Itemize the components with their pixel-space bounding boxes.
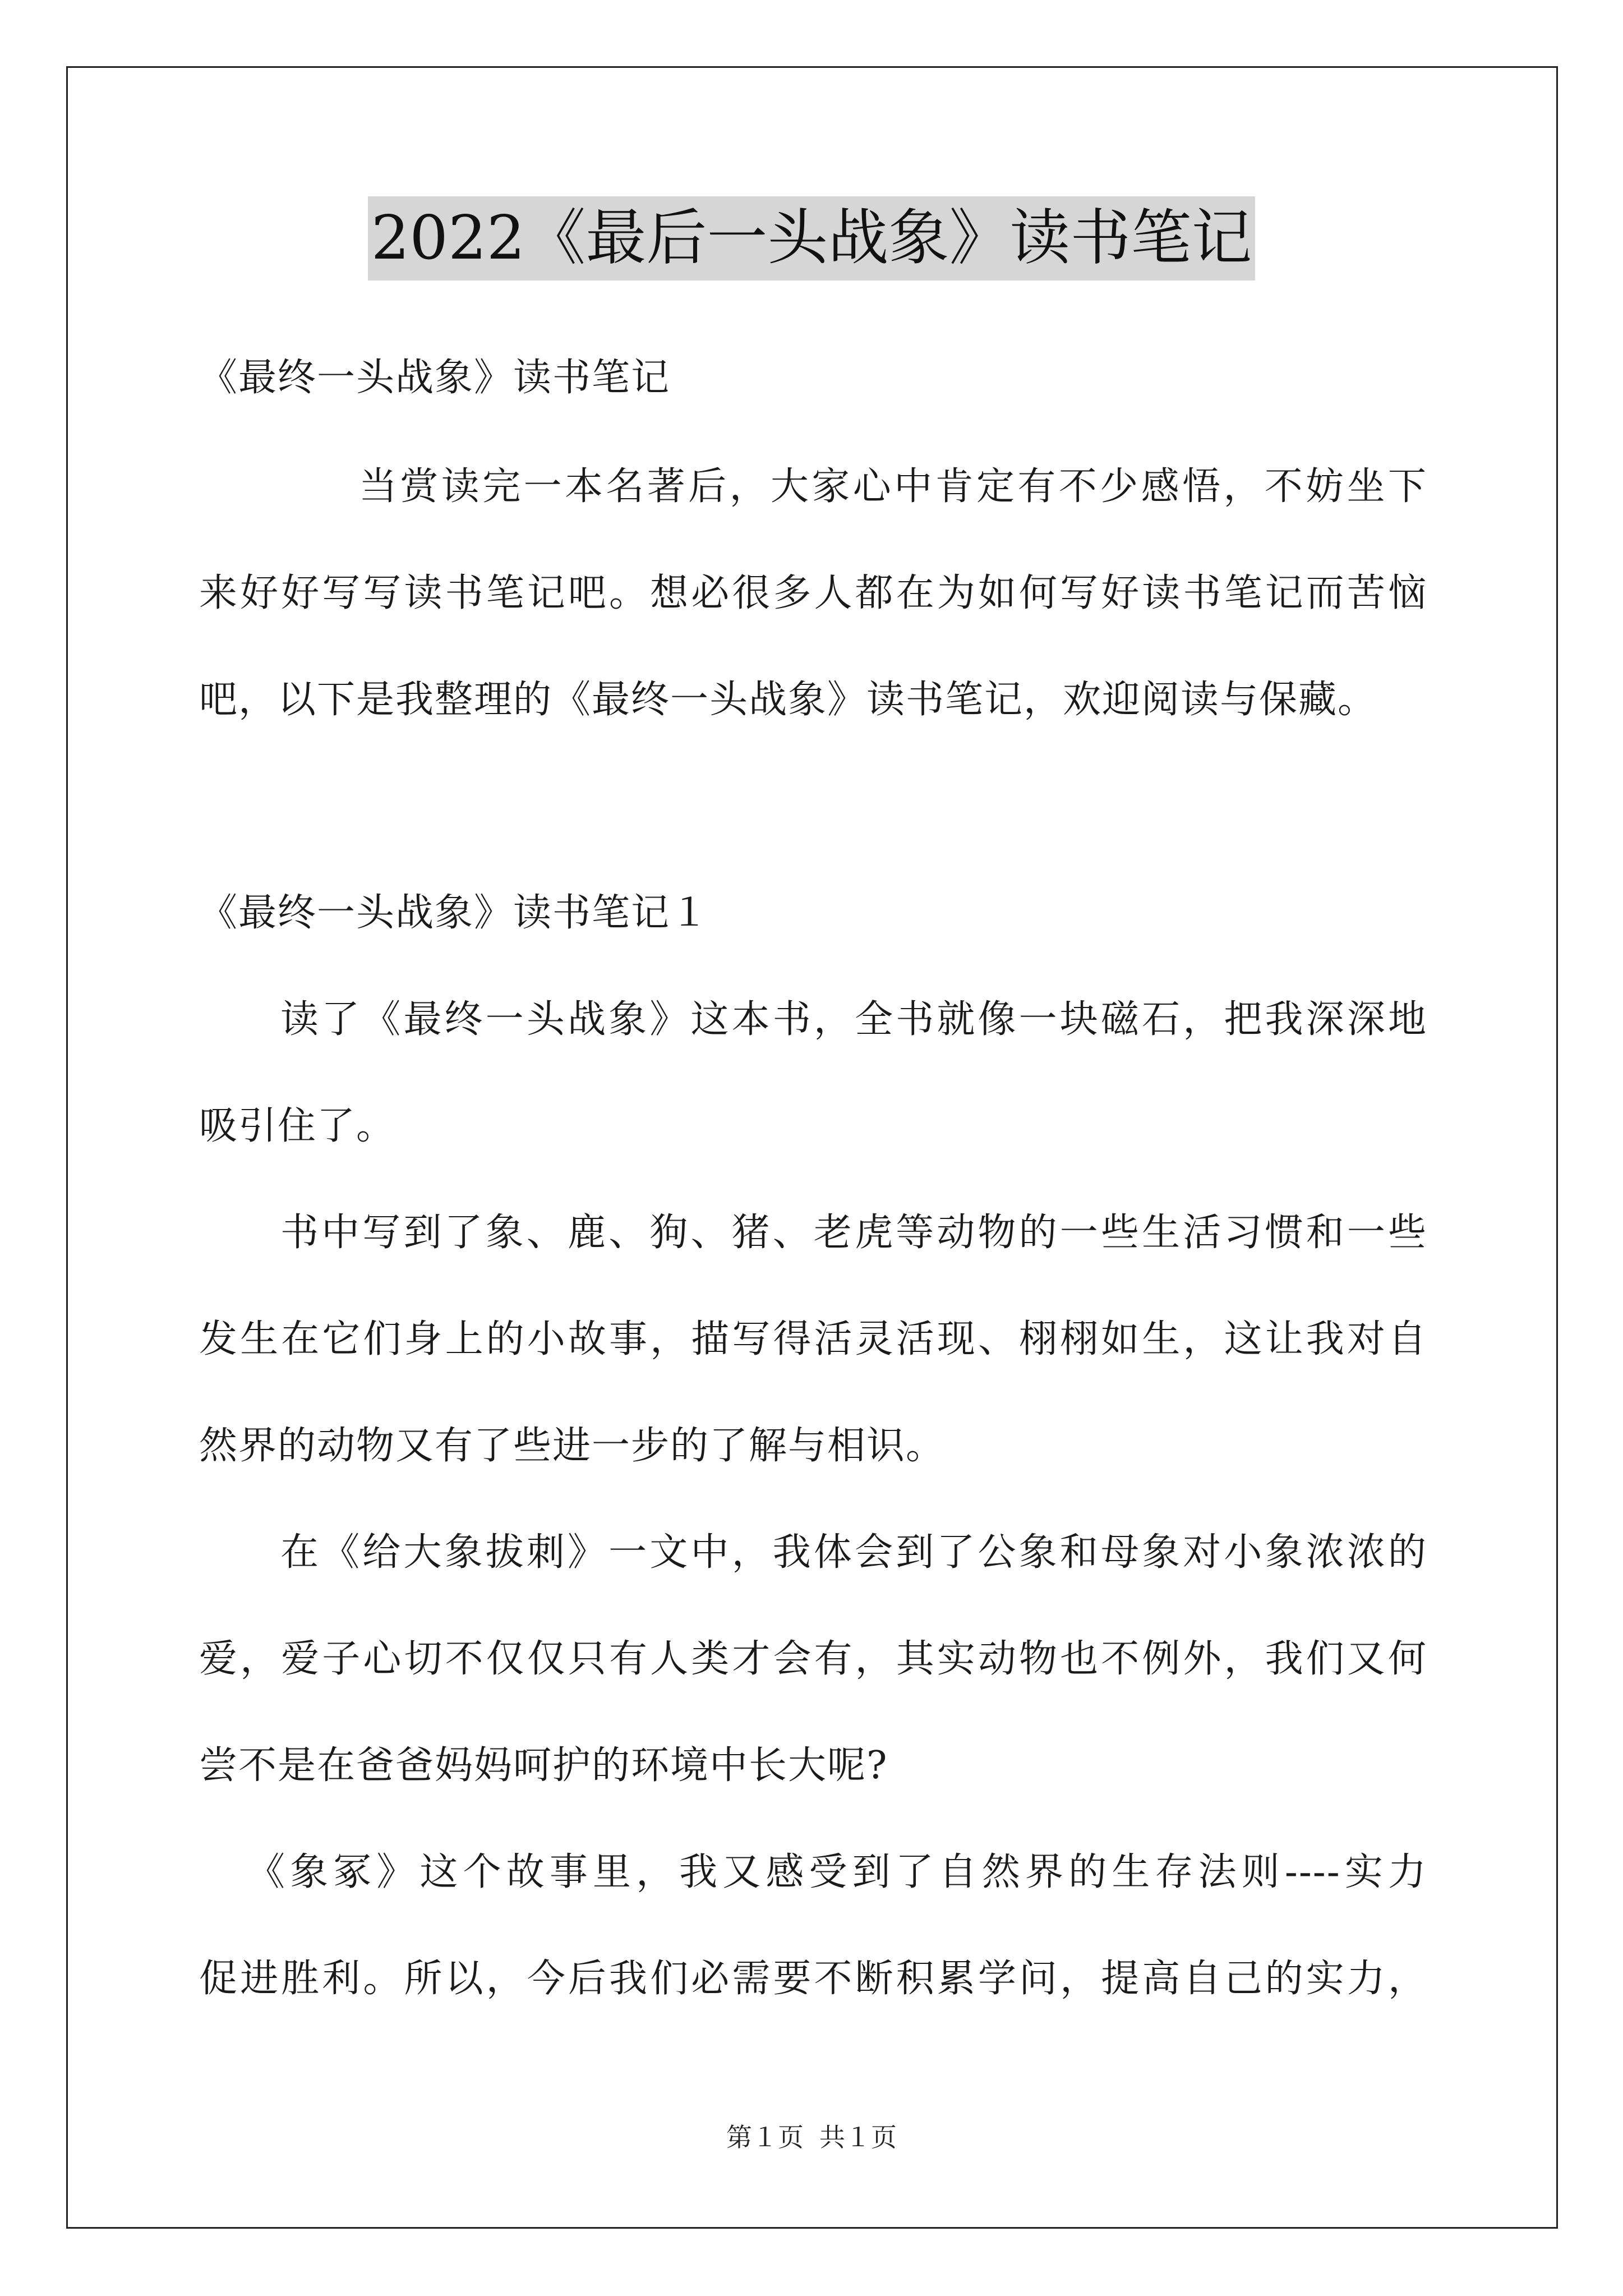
p3-line-2: 爱，爱子心切不仅仅只有人类才会有，其实动物也不例外，我们又何 [199, 1637, 1427, 1681]
p3-line-1: 在《给大象拔刺》一文中，我体会到了公象和母象对小象浓浓的 [280, 1530, 1427, 1575]
p4-line-1: 《象冢》这个故事里，我又感受到了自然界的生存法则----实力 [247, 1850, 1427, 1894]
p2-line-2: 发生在它们身上的小故事，描写得活灵活现、栩栩如生，这让我对自 [199, 1317, 1427, 1361]
intro-line-2: 来好好写写读书笔记吧。想必很多人都在为如何写好读书笔记而苦恼 [199, 571, 1427, 615]
intro-line-3: 吧，以下是我整理的《最终一头战象》读书笔记，欢迎阅读与保藏。 [199, 678, 1377, 722]
p4-line-2: 促进胜利。所以，今后我们必需要不断积累学问，提高自己的实力， [199, 1957, 1427, 2001]
page-footer [0, 2120, 1623, 2154]
p1-line-1: 读了《最终一头战象》这本书，全书就像一块磁石，把我深深地 [280, 997, 1427, 1042]
section1-heading: 《最终一头战象》读书笔记１ [199, 891, 710, 935]
title-container [0, 196, 1623, 280]
intro-heading: 《最终一头战象》读书笔记 [199, 356, 671, 400]
p2-line-3: 然界的动物又有了些进一步的了解与相识。 [199, 1424, 946, 1468]
p3-line-3: 尝不是在爸爸妈妈呵护的环境中长大呢? [199, 1743, 888, 1788]
page-number: 第１页 [726, 2122, 804, 2152]
p2-line-1: 书中写到了象、鹿、狗、猪、老虎等动物的一些生活习惯和一些 [280, 1211, 1427, 1255]
intro-line-1: 当赏读完一本名著后，大家心中肯定有不少感悟，不妨坐下 [359, 464, 1427, 509]
page-total: 共１页 [819, 2122, 897, 2152]
p1-line-2: 吸引住了。 [199, 1104, 396, 1148]
document-title: 2022《最后一头战象》读书笔记 [368, 196, 1256, 280]
